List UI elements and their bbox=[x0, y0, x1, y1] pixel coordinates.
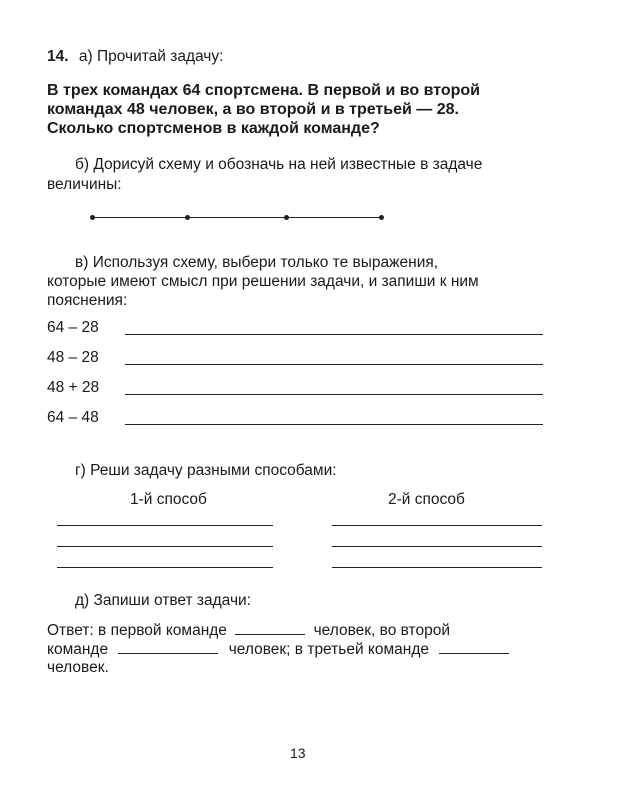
explanation-line-4[interactable] bbox=[125, 424, 543, 425]
problem-line-2: командах 48 человек, а во второй и в третьей — 28. bbox=[47, 101, 459, 118]
answer-line-2 bbox=[47, 639, 509, 659]
part-d-label: д) Запиши ответ задачи: bbox=[75, 592, 251, 609]
answer-line2-start: команде bbox=[47, 641, 109, 658]
answer-mid-1: человек, во второй bbox=[313, 622, 450, 639]
explanation-line-2[interactable] bbox=[125, 364, 543, 365]
expression-2: 48 – 28 bbox=[47, 349, 99, 366]
answer-blank-team-1[interactable] bbox=[235, 620, 305, 635]
part-g-label: г) Реши задачу разными способами: bbox=[75, 462, 337, 479]
part-b-line-1: б) Дорисуй схему и обозначь на ней известные в задаче bbox=[75, 156, 483, 173]
method-2-line-3[interactable] bbox=[332, 567, 542, 568]
answer-blank-team-3[interactable] bbox=[439, 639, 509, 654]
scheme-point-start bbox=[90, 215, 95, 220]
scheme-point-1 bbox=[185, 215, 190, 220]
part-a-label: а) Прочитай задачу: bbox=[78, 48, 224, 65]
answer-prefix: Ответ: в первой команде bbox=[47, 622, 227, 639]
answer-blank-team-2[interactable] bbox=[118, 639, 218, 654]
answer-mid-2: человек; в третьей команде bbox=[228, 641, 429, 658]
page-number: 13 bbox=[290, 745, 306, 761]
part-v-line-2: которые имеют смысл при решении задачи, и запиши к ним bbox=[47, 273, 479, 290]
part-v-line-3: пояснения: bbox=[47, 292, 128, 309]
part-v-line-1: в) Используя схему, выбери только те выражения, bbox=[75, 254, 439, 271]
expression-3: 48 + 28 bbox=[47, 379, 100, 396]
expression-1: 64 – 28 bbox=[47, 319, 99, 336]
explanation-line-3[interactable] bbox=[125, 394, 543, 395]
task-header bbox=[47, 47, 223, 66]
explanation-line-1[interactable] bbox=[125, 334, 543, 335]
method-2-label: 2-й способ bbox=[388, 491, 465, 508]
scheme-point-end bbox=[379, 215, 384, 220]
problem-line-3: Сколько спортсменов в каждой команде? bbox=[47, 120, 380, 137]
expression-4: 64 – 48 bbox=[47, 409, 99, 426]
method-1-line-2[interactable] bbox=[57, 546, 273, 547]
method-2-line-1[interactable] bbox=[332, 525, 542, 526]
method-1-line-3[interactable] bbox=[57, 567, 273, 568]
scheme-point-2 bbox=[284, 215, 289, 220]
scheme-diagram[interactable] bbox=[92, 215, 382, 221]
answer-line-3: человек. bbox=[47, 659, 109, 676]
scheme-segment bbox=[92, 217, 382, 218]
problem-line-1: В трех командах 64 спортсмена. В первой и во второй bbox=[47, 82, 480, 99]
part-b-line-2: величины: bbox=[47, 176, 122, 193]
task-number: 14. bbox=[47, 48, 69, 65]
method-1-line-1[interactable] bbox=[57, 525, 273, 526]
method-2-line-2[interactable] bbox=[332, 546, 542, 547]
method-1-label: 1-й способ bbox=[130, 491, 207, 508]
answer-line-1 bbox=[47, 620, 450, 640]
